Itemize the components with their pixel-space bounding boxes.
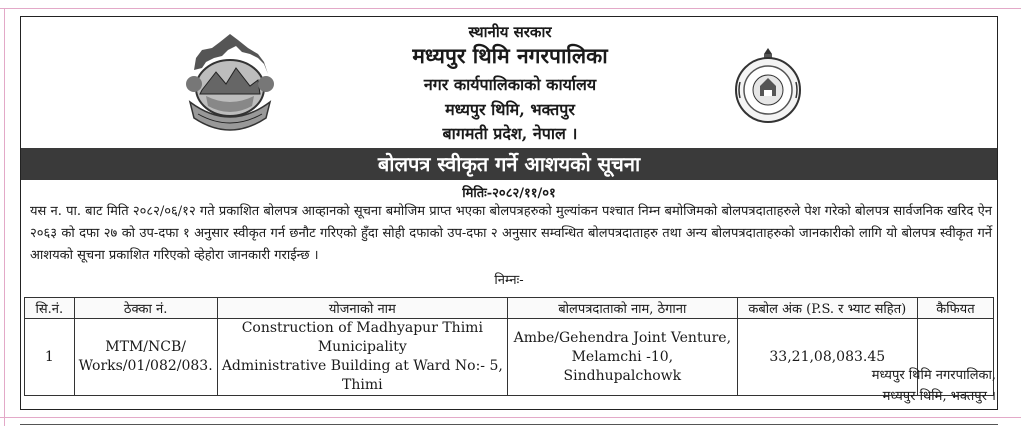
contract-line-1: MTM/NCB/ [105,339,186,355]
project-line-1: Construction of Madhyapur Thimi Municipality [241,320,483,355]
page-border-bottom [0,417,1021,418]
next-notice-edge [20,424,998,425]
header-remarks: कैफियत [917,298,993,319]
table-header-row [25,298,994,319]
cell-remarks [917,319,993,396]
bidder-line-1: Ambe/Gehendra Joint Venture, [513,329,732,346]
cell-project-name [217,319,507,396]
signature-address: मध्यपुर थिमि, भक्तपुर । [882,389,996,404]
header-contract-no: ठेक्का नं. [74,298,217,319]
municipality-seal-icon [730,46,806,124]
cell-contract-no [74,319,217,396]
header-project-name: योजनाको नाम [217,298,507,319]
header-bidder: बोलपत्रदाताको नाम, ठेगाना [507,298,737,319]
notice-date: मितिः-२०८२/११/०१ [462,186,556,201]
table-row [25,319,994,396]
header-office-name: नगर कार्यपालिकाको कार्यालय [423,75,597,94]
header-province: बागमती प्रदेश, नेपाल । [442,124,578,143]
page-border-top [0,8,1021,9]
project-line-2: Administrative Building at Ward No:- 5, Thimi [221,358,503,393]
cell-serial: 1 [25,319,75,396]
signature-municipality: मध्यपुर थिमि नगरपालिका, [871,368,996,383]
nepal-emblem-icon [180,28,280,140]
cell-bidder [507,319,737,396]
notice-body: यस न. पा. बाट मिति २०८२/०६/१२ गते प्रकाशित बोलपत्र आव्हानको सूचना बमोजिम प्राप्त भएका बोलपत्रहरुको मुल्यांकन पश्चात निम्न बमोजिमको बोलपत्रदाताहरुले पेश गरेको बोलपत्र सार्वजनिक खरिद ऐन २०६३ को दफा २७ को उप-दफा १ अनुसार स्वीकृत गर्न छनौट गरिएको हुँदा सोही दफाको उप-दफा २ अनुसार सम्वन्धित बोलपत्रदाताहरु तथा अन्य बोलपत्रदाताहरुको जानकारीको लागि यो बोलपत्र स्वीकृत गर्ने आशयको सूचना प्रकाशित गरिएको व्हेहोरा जानकारी गराईन्छ । [30,204,992,263]
following-label: निम्नः- [494,273,524,288]
header-address: मध्यपुर थिमि, भक्तपुर [445,100,575,119]
contract-line-2: Works/01/082/083. [78,358,213,374]
header-municipality-name: मध्यपुर थिमि नगरपालिका [412,43,608,68]
header-bid-amount: कबोल अंक (P.S. र भ्याट सहित) [737,298,917,319]
page-border-left [4,8,5,426]
header-serial: सि.नं. [25,298,75,319]
bidder-line-2: Melamchi -10, Sindhupalchowk [563,348,682,384]
notice-title-banner: बोलपत्र स्वीकृत गर्ने आशयको सूचना [21,148,997,180]
cell-bid-amount: 33,21,08,083.45 [737,319,917,396]
header-local-government: स्थानीय सरकार [468,23,552,41]
